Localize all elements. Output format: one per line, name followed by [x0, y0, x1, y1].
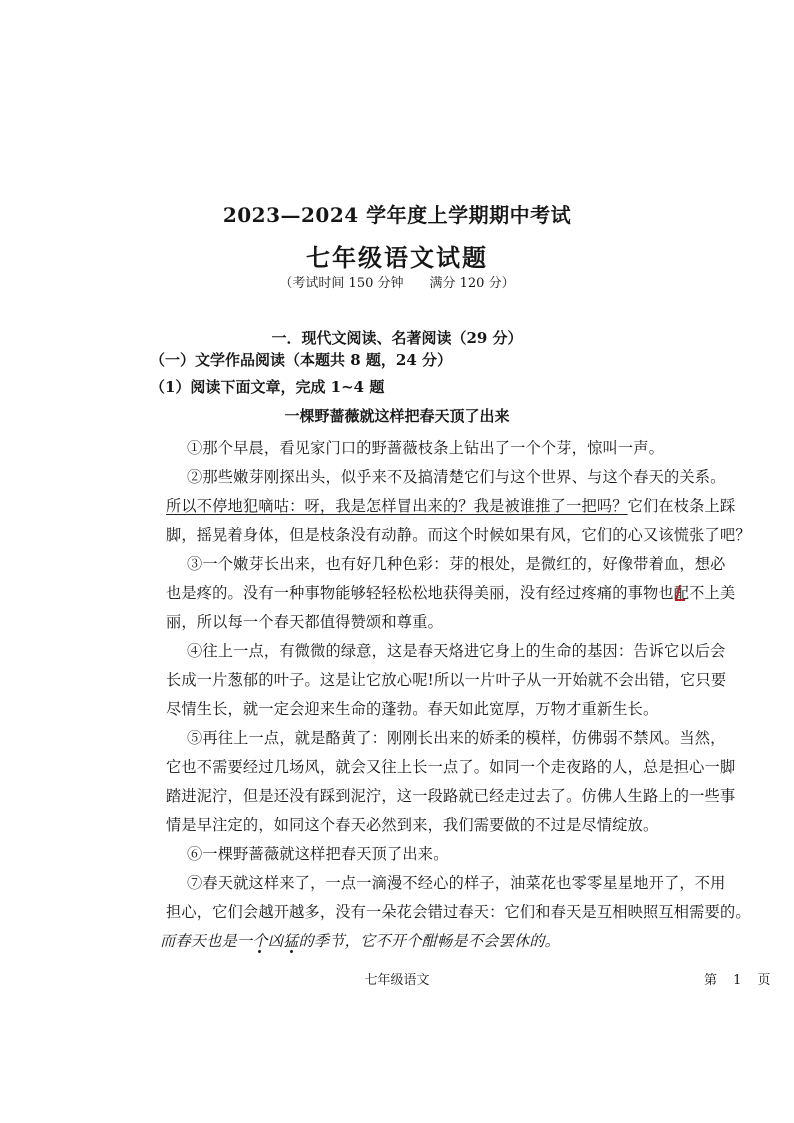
- article-line: ⑦春天就这样来了，一点一滴漫不经心的样子，油菜花也零零星星地开了，不用: [187, 874, 726, 892]
- article-line: 而春天也是一个凶猛的季节，它不开个酣畅是不会罢休的。: [160, 932, 561, 950]
- article-line: ①那个早晨，看见家门口的野蔷薇枝条上钻出了一个个芽，惊叫一声。: [187, 439, 665, 457]
- emphasis-dot: [290, 950, 293, 953]
- article-line: ④往上一点，有微微的绿意，这是春天烙进它身上的生命的基因：告诉它以后会: [187, 642, 726, 660]
- article-line: ③一个嫩芽长出来，也有好几种色彩：芽的根处，是微红的，好像带着血，想必: [187, 555, 726, 573]
- footer-subject: 七年级语文: [364, 973, 430, 988]
- article-line-underlined: [166, 495, 735, 516]
- article-line: ⑤再往上一点，就是酪黄了：刚刚长出来的娇柔的模样，仿佛弱不禁风。当然，: [187, 729, 726, 747]
- article-line: ②那些嫩芽刚探出头，似乎来不及搞清楚它们与这个世界、与这个春天的关系。: [187, 468, 726, 486]
- article-line-rest: 它们在枝条上踩: [627, 497, 736, 515]
- task-heading: （1）阅读下面文章，完成 1~4 题: [150, 378, 385, 396]
- underlined-sentence: 所以不停地犯嘀咕：呀，我是怎样冒出来的？我是被谁推了一把吗？: [166, 497, 628, 515]
- article-line: 担心，它们会越开越多，没有一朵花会错过春天：它们和春天是互相映照互相需要的。: [166, 903, 751, 921]
- article-line: 长成一片葱郁的叶子。这是让它放心呢!所以一片叶子从一开始就不会出错，它只要: [166, 671, 727, 689]
- article-line: 它也不需要经过几场风，就会又往上长一点了。如同一个走夜路的人，总是担心一脚: [166, 758, 736, 776]
- part-heading: （一）文学作品阅读（本题共 8 题，24 分）: [150, 351, 452, 369]
- section-heading: 一．现代文阅读、名著阅读（29 分）: [271, 329, 523, 347]
- article-line: 丽，所以每一个春天都值得赞颂和尊重。: [166, 613, 443, 631]
- article-line: 踏进泥泞，但是还没有踩到泥泞，这一段路就已经走过去了。仿佛人生路上的一些事: [166, 787, 736, 805]
- article-line: 也是疼的。没有一种事物能够轻轻松松地获得美丽，没有经过疼痛的事物也配不上美: [166, 584, 736, 602]
- emphasis-dot: [258, 950, 261, 953]
- exam-subject-title: 七年级语文试题: [306, 243, 488, 272]
- footer-page-number: 第 1 页: [704, 973, 777, 988]
- article-line: 情是早注定的，如同这个春天必然到来，我们需要做的不过是尽情绽放。: [166, 816, 659, 834]
- article-line: 尽情生长，就一定会迎来生命的蓬勃。春天如此宽厚，万物才重新生长。: [166, 700, 659, 718]
- exam-info: （考试时间 150 分钟 满分 120 分）: [279, 276, 515, 291]
- article-line: 脚，摇晃着身体，但是枝条没有动静。而这个时候如果有风，它们的心又该慌张了吧？: [166, 526, 751, 544]
- exam-title: 2023—2024 学年度上学期期中考试: [222, 203, 572, 227]
- article-line: ⑥一棵野蔷薇就这样把春天顶了出来。: [187, 845, 449, 863]
- article-title: 一棵野蔷薇就这样把春天顶了出来: [284, 407, 510, 425]
